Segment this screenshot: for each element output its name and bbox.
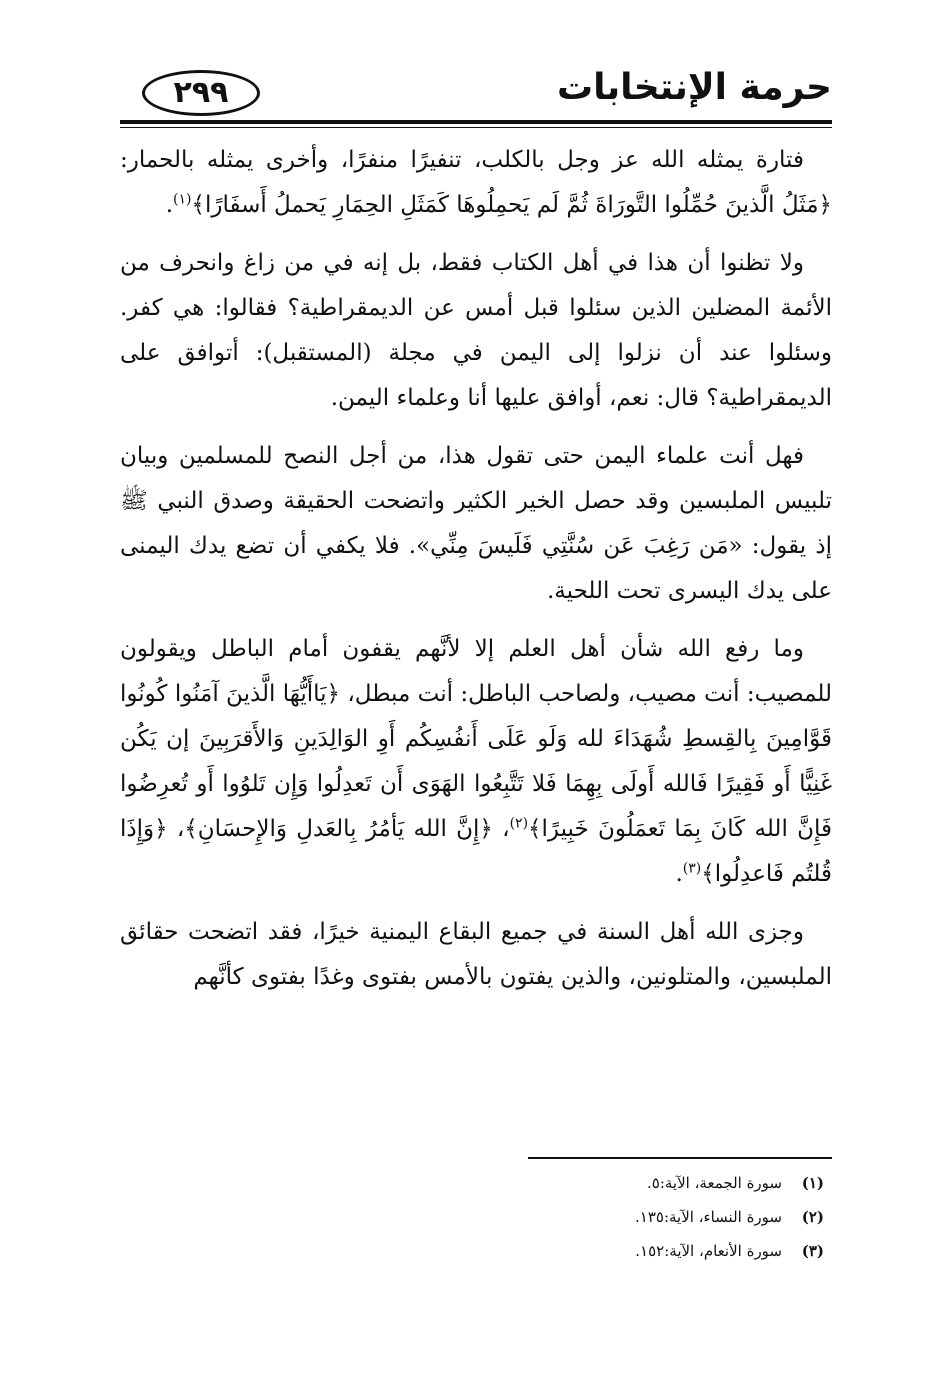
paragraph-4-text: وما رفع الله شأن أهل العلم إلا لأنَّهم يقفون أمام الباطل ويقولون للمصيب: أنت مصيب، ولصاحب الباطل: أنت مبطل، ﴿يَاأَيُّهَا الَّذينَ آمَنُوا كُونُوا قَوَّامِينَ بِالقِسطِ شُهَدَاءَ لله وَلَو عَلَى أَنفُسِكُم أَوِ الوَالِدَينِ وَالأَقرَبِينَ إن يَكُن غَنِيًّا أَو فَقِيرًا فَالله أَولَى بِهِمَا فَلا تَتَّبِعُوا الهَوَى أَن تَعدِلُوا وَإِن تَلوُوا أَو تُعرِضُوا فَإِنَّ الله كَانَ بِمَا تَعمَلُونَ خَبِيرًا﴾ xyxy=(120,636,832,842)
page-header xyxy=(120,62,832,122)
paragraph-4 xyxy=(120,627,832,897)
paragraph-4-tail2: . xyxy=(675,861,683,887)
footnote-1 xyxy=(120,1166,832,1200)
paragraph-4-tail: ، ﴿إِنَّ الله يَأمُرُ بِالعَدلِ وَالإِحسَانِ﴾، ﴿وَإِذَا قُلتُم فَاعدِلُوا﴾ xyxy=(120,816,832,887)
paragraph-2 xyxy=(120,241,832,421)
footnote-ref-1: (١) xyxy=(173,191,192,208)
paragraph-5-text: وجزى الله أهل السنة في جميع البقاع اليمنية خيرًا، فقد اتضحت حقائق الملبسين، والمتلونين، والذين يفتون بالأمس بفتوى وغدًا بفتوى كأنَّهم xyxy=(120,919,832,990)
header-rule xyxy=(120,120,832,124)
paragraph-1 xyxy=(120,138,832,228)
footnote-3-number: (٣) xyxy=(801,1242,824,1260)
body-text xyxy=(120,138,832,1013)
page-number: ٢٩٩ xyxy=(173,75,229,110)
paragraph-2-text: ولا تظنوا أن هذا في أهل الكتاب فقط، بل إنه في من زاغ وانحرف من الأئمة المضلين الذين سئلوا قبل أمس عن الديمقراطية؟ فقالوا: هي كفر. وسئلوا عند أن نزلوا إلى اليمن في مجلة (المستقبل): أتوافق على الديمقراطية؟ قال: نعم، أوافق عليها أنا وعلماء اليمن. xyxy=(120,250,832,411)
footnotes xyxy=(120,1166,832,1268)
paragraph-1-tail: . xyxy=(165,192,173,218)
footnote-2-number: (٢) xyxy=(801,1208,824,1226)
paragraph-3 xyxy=(120,434,832,614)
page-number-badge xyxy=(142,70,260,116)
running-title: حرمة الإنتخابات xyxy=(556,67,832,108)
footnote-ref-2: (٢) xyxy=(509,815,529,832)
footnote-1-number: (١) xyxy=(801,1174,824,1192)
footnote-1-text: سورة الجمعة، الآية:٥. xyxy=(646,1174,782,1192)
footnote-ref-3: (٣) xyxy=(682,860,702,877)
footnote-2-text: سورة النساء، الآية:١٣٥. xyxy=(634,1208,782,1226)
paragraph-5 xyxy=(120,910,832,1000)
footnote-3-text: سورة الأنعام، الآية:١٥٢. xyxy=(635,1242,782,1260)
footnote-3 xyxy=(120,1234,832,1268)
footnote-2 xyxy=(120,1200,832,1234)
footnote-separator xyxy=(528,1157,832,1159)
paragraph-1-text: فتارة يمثله الله عز وجل بالكلب، تنفيرًا منفرًا، وأخرى يمثله بالحمار: ﴿مَثَلُ الَّذينَ حُمِّلُوا التَّورَاةَ ثُمَّ لَم يَحمِلُوهَا كَمَثَلِ الحِمَارِ يَحملُ أَسفَارًا﴾ xyxy=(120,147,832,218)
paragraph-3-text: فهل أنت علماء اليمن حتى تقول هذا، من أجل النصح للمسلمين وبيان تلبيس الملبسين وقد حصل الخير الكثير واتضحت الحقيقة وصدق النبي ﷺ إذ يقول: «مَن رَغِبَ عَن سُنَّتِي فَلَيسَ مِنِّي». فلا يكفي أن تضع يدك اليمنى على يدك اليسرى تحت اللحية. xyxy=(120,443,832,604)
header-rule-thin xyxy=(120,127,832,128)
